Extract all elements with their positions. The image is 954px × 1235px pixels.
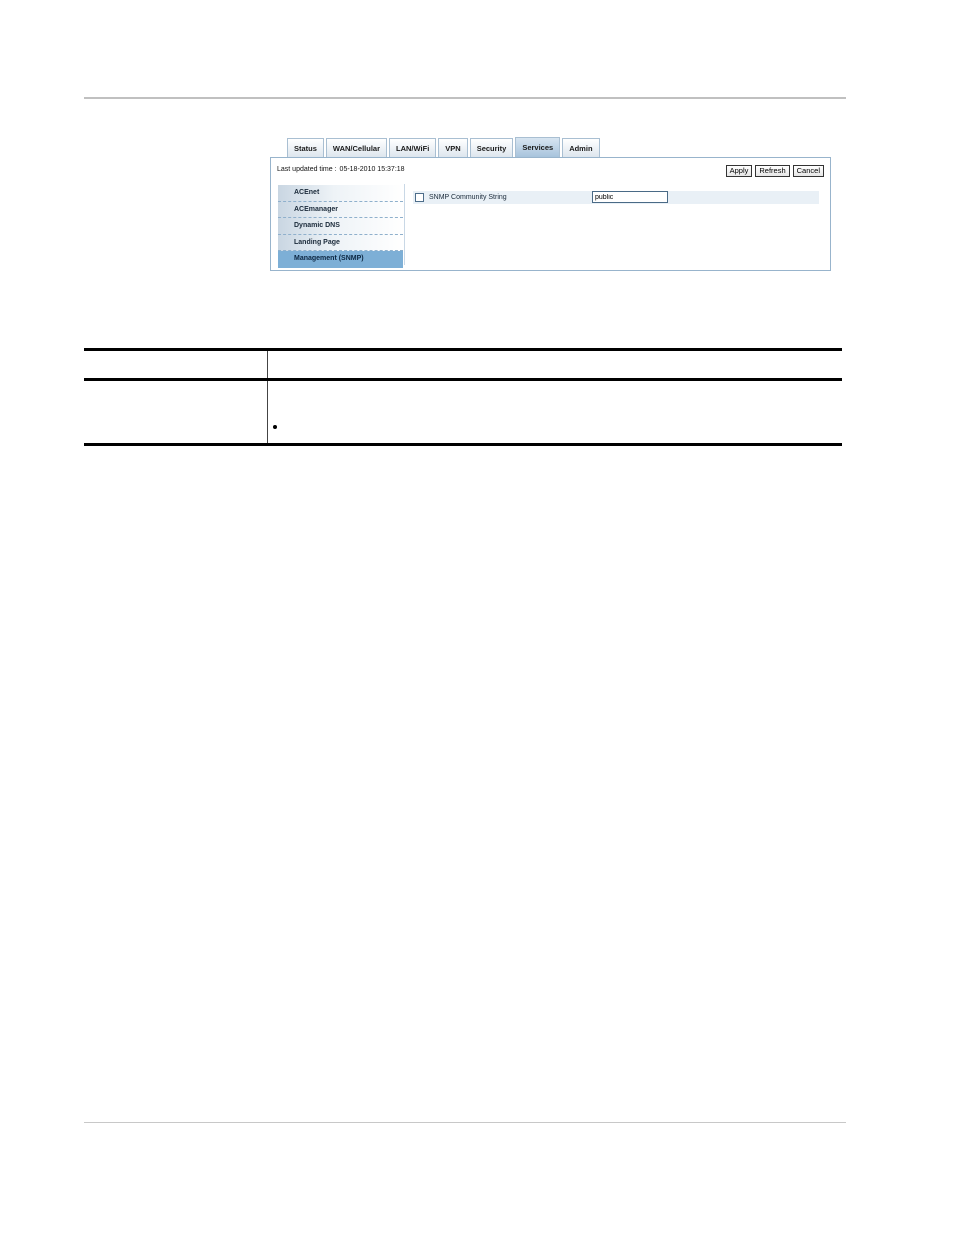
last-updated-value: 05-18-2010 15:37:18	[339, 166, 405, 173]
tab-security[interactable]: Security	[470, 138, 514, 157]
snmp-community-input[interactable]	[592, 191, 668, 203]
tab-vpn[interactable]: VPN	[438, 138, 467, 157]
bullet-icon	[273, 425, 277, 429]
tab-status[interactable]: Status	[287, 138, 324, 157]
table-divider	[267, 351, 268, 378]
cancel-button[interactable]: Cancel	[793, 165, 824, 177]
tab-services[interactable]: Services	[515, 137, 560, 157]
tab-lan-wifi[interactable]: LAN/WiFi	[389, 138, 436, 157]
refresh-button[interactable]: Refresh	[755, 165, 789, 177]
snmp-community-checkbox[interactable]	[415, 193, 424, 202]
description-table	[84, 348, 842, 446]
apply-button[interactable]: Apply	[726, 165, 753, 177]
tab-admin[interactable]: Admin	[562, 138, 599, 157]
last-updated-label: Last updated time :	[277, 166, 337, 173]
table-row	[84, 381, 842, 446]
snmp-community-row	[413, 191, 819, 204]
toolbar	[726, 165, 824, 177]
snmp-community-label: SNMP Community String	[429, 194, 507, 201]
sidebar-item-acemanager[interactable]: ACEmanager	[278, 202, 403, 219]
main-tabs	[287, 137, 600, 157]
table-header	[84, 348, 842, 381]
last-updated	[277, 166, 405, 173]
sidebar-item-acenet[interactable]: ACEnet	[278, 185, 403, 202]
services-sidebar	[278, 185, 403, 268]
services-panel	[270, 157, 831, 271]
header-rule	[84, 97, 846, 99]
tab-wan-cellular[interactable]: WAN/Cellular	[326, 138, 387, 157]
table-divider	[267, 381, 268, 443]
footer-rule	[84, 1122, 846, 1123]
sidebar-item-landing-page[interactable]: Landing Page	[278, 235, 403, 252]
snmp-settings	[404, 184, 819, 265]
sidebar-item-management-snmp[interactable]: Management (SNMP)	[278, 251, 403, 268]
sidebar-item-dynamic-dns[interactable]: Dynamic DNS	[278, 218, 403, 235]
